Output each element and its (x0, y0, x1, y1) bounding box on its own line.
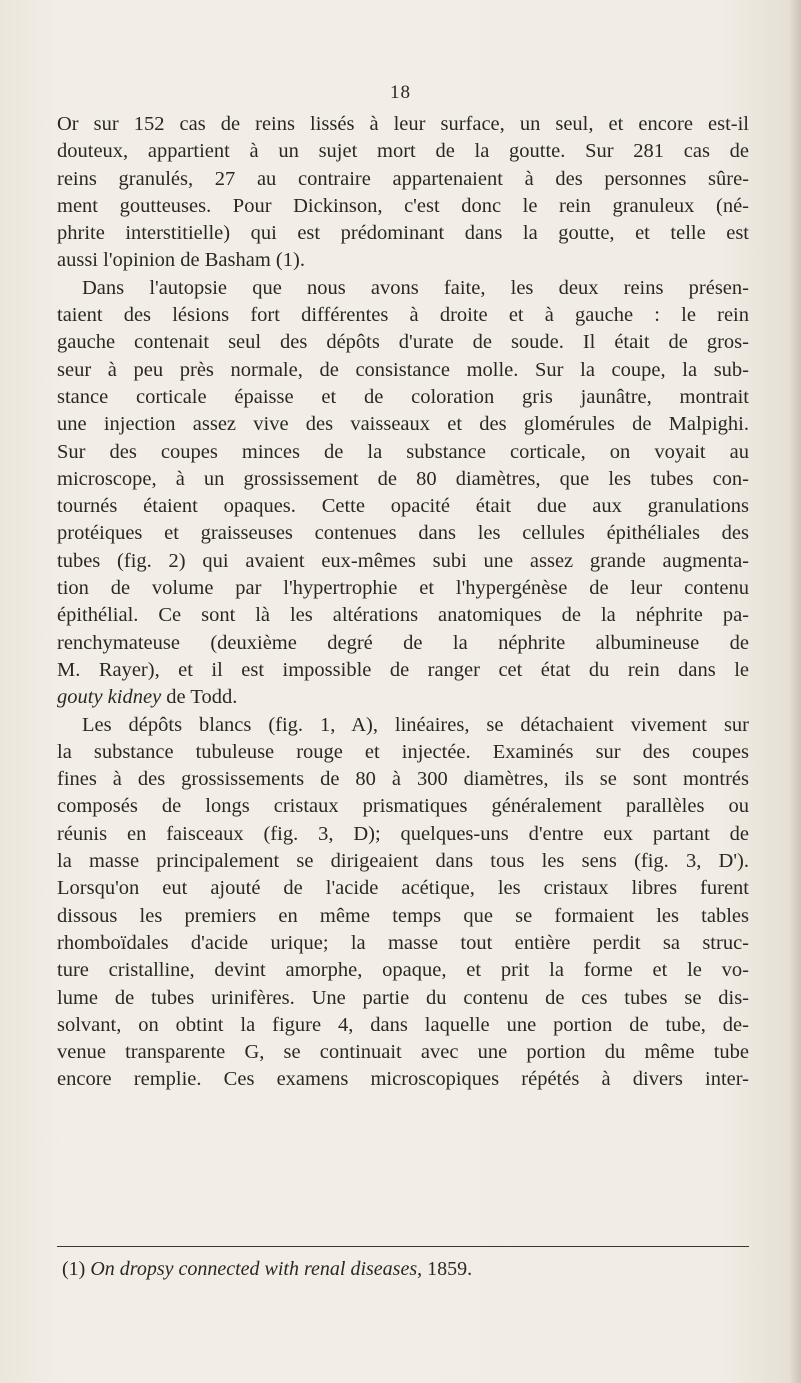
text-line: encore remplie. Ces examens microscopiques répétés à divers inter- (57, 1068, 749, 1091)
text-line: aussi l'opinion de Basham (1). (57, 249, 305, 272)
text-line: lume de tubes urinifères. Une partie du contenu de ces tubes se dis- (57, 986, 749, 1009)
text-line: ture cristalline, devint amorphe, opaque, et prit la forme et le vo- (57, 959, 749, 982)
footnote-title: On dropsy connected with renal diseases (90, 1258, 418, 1280)
footnote (62, 1258, 472, 1281)
text-line: protéiques et graisseuses contenues dans les cellules épithéliales des (57, 522, 749, 545)
text-line: renchymateuse (deuxième degré de la néphrite albumineuse de (57, 631, 749, 654)
text-line: tion de volume par l'hypertrophie et l'hypergénèse de leur contenu (57, 577, 749, 600)
text-line: rhomboïdales d'acide urique; la masse tout entière perdit sa struc- (57, 931, 749, 954)
text-line: Les dépôts blancs (fig. 1, A), linéaires, se détachaient vivement sur (82, 713, 749, 736)
text-line: stance corticale épaisse et de coloration gris jaunâtre, montrait (57, 385, 749, 408)
text-line: composés de longs cristaux prismatiques généralement parallèles ou (57, 795, 749, 818)
page-edge-shadow (789, 0, 801, 1383)
text-line: tournés étaient opaques. Cette opacité était due aux granulations (57, 495, 749, 518)
text-line: épithélial. Ce sont là les altérations anatomiques de la néphrite pa- (57, 604, 749, 627)
text-line: taient des lésions fort différentes à droite et à gauche : le rein (57, 304, 749, 327)
text-line: ment goutteuses. Pour Dickinson, c'est donc le rein granuleux (né- (57, 194, 749, 217)
text-line: Lorsqu'on eut ajouté de l'acide acétique, les cristaux libres furent (57, 877, 749, 900)
text-line: gauche contenait seul des dépôts d'urate de soude. Il était de gros- (57, 331, 749, 354)
body-text (57, 111, 749, 1094)
footnote-marker: (1) (62, 1258, 86, 1280)
text-line: seur à peu près normale, de consistance molle. Sur la coupe, la sub- (57, 358, 749, 381)
footnote-year: , 1859. (417, 1258, 473, 1280)
text-line: fines à des grossissements de 80 à 300 diamètres, ils se sont montrés (57, 768, 749, 791)
text-line: solvant, on obtint la figure 4, dans laquelle une portion de tube, de- (57, 1013, 749, 1036)
italic-term: gouty kidney (57, 686, 162, 709)
text-line: reins granulés, 27 au contraire appartenaient à des personnes sûre- (57, 167, 749, 190)
text-line: Dans l'autopsie que nous avons faite, les deux reins présen- (82, 276, 749, 299)
text-line: réunis en faisceaux (fig. 3, D); quelques-uns d'entre eux partant de (57, 822, 749, 845)
text-line: la masse principalement se dirigeaient dans tous les sens (fig. 3, D'). (57, 850, 749, 873)
text-line: la substance tubuleuse rouge et injectée. Examinés sur des coupes (57, 740, 749, 763)
text-line: douteux, appartient à un sujet mort de la goutte. Sur 281 cas de (57, 140, 749, 163)
text-line (57, 684, 749, 711)
text-line: venue transparente G, se continuait avec une portion du même tube (57, 1041, 749, 1064)
text-line: dissous les premiers en même temps que se formaient les tables (57, 904, 749, 927)
page-number: 18 (390, 82, 411, 103)
text-line: une injection assez vive des vaisseaux et des glomérules de Malpighi. (57, 413, 749, 436)
text-fragment: de Todd. (161, 686, 238, 709)
text-line: Sur des coupes minces de la substance corticale, on voyait au (57, 440, 749, 463)
text-line: microscope, à un grossissement de 80 diamètres, que les tubes con- (57, 467, 749, 490)
text-line: M. Rayer), et il est impossible de ranger cet état du rein dans le (57, 658, 749, 681)
text-line: phrite interstitielle) qui est prédominant dans la goutte, et telle est (57, 222, 749, 245)
text-line: tubes (fig. 2) qui avaient eux-mêmes subi une assez grande augmenta- (57, 549, 749, 572)
footnote-divider (57, 1246, 749, 1247)
text-line: Or sur 152 cas de reins lissés à leur surface, un seul, et encore est-il (57, 113, 749, 135)
